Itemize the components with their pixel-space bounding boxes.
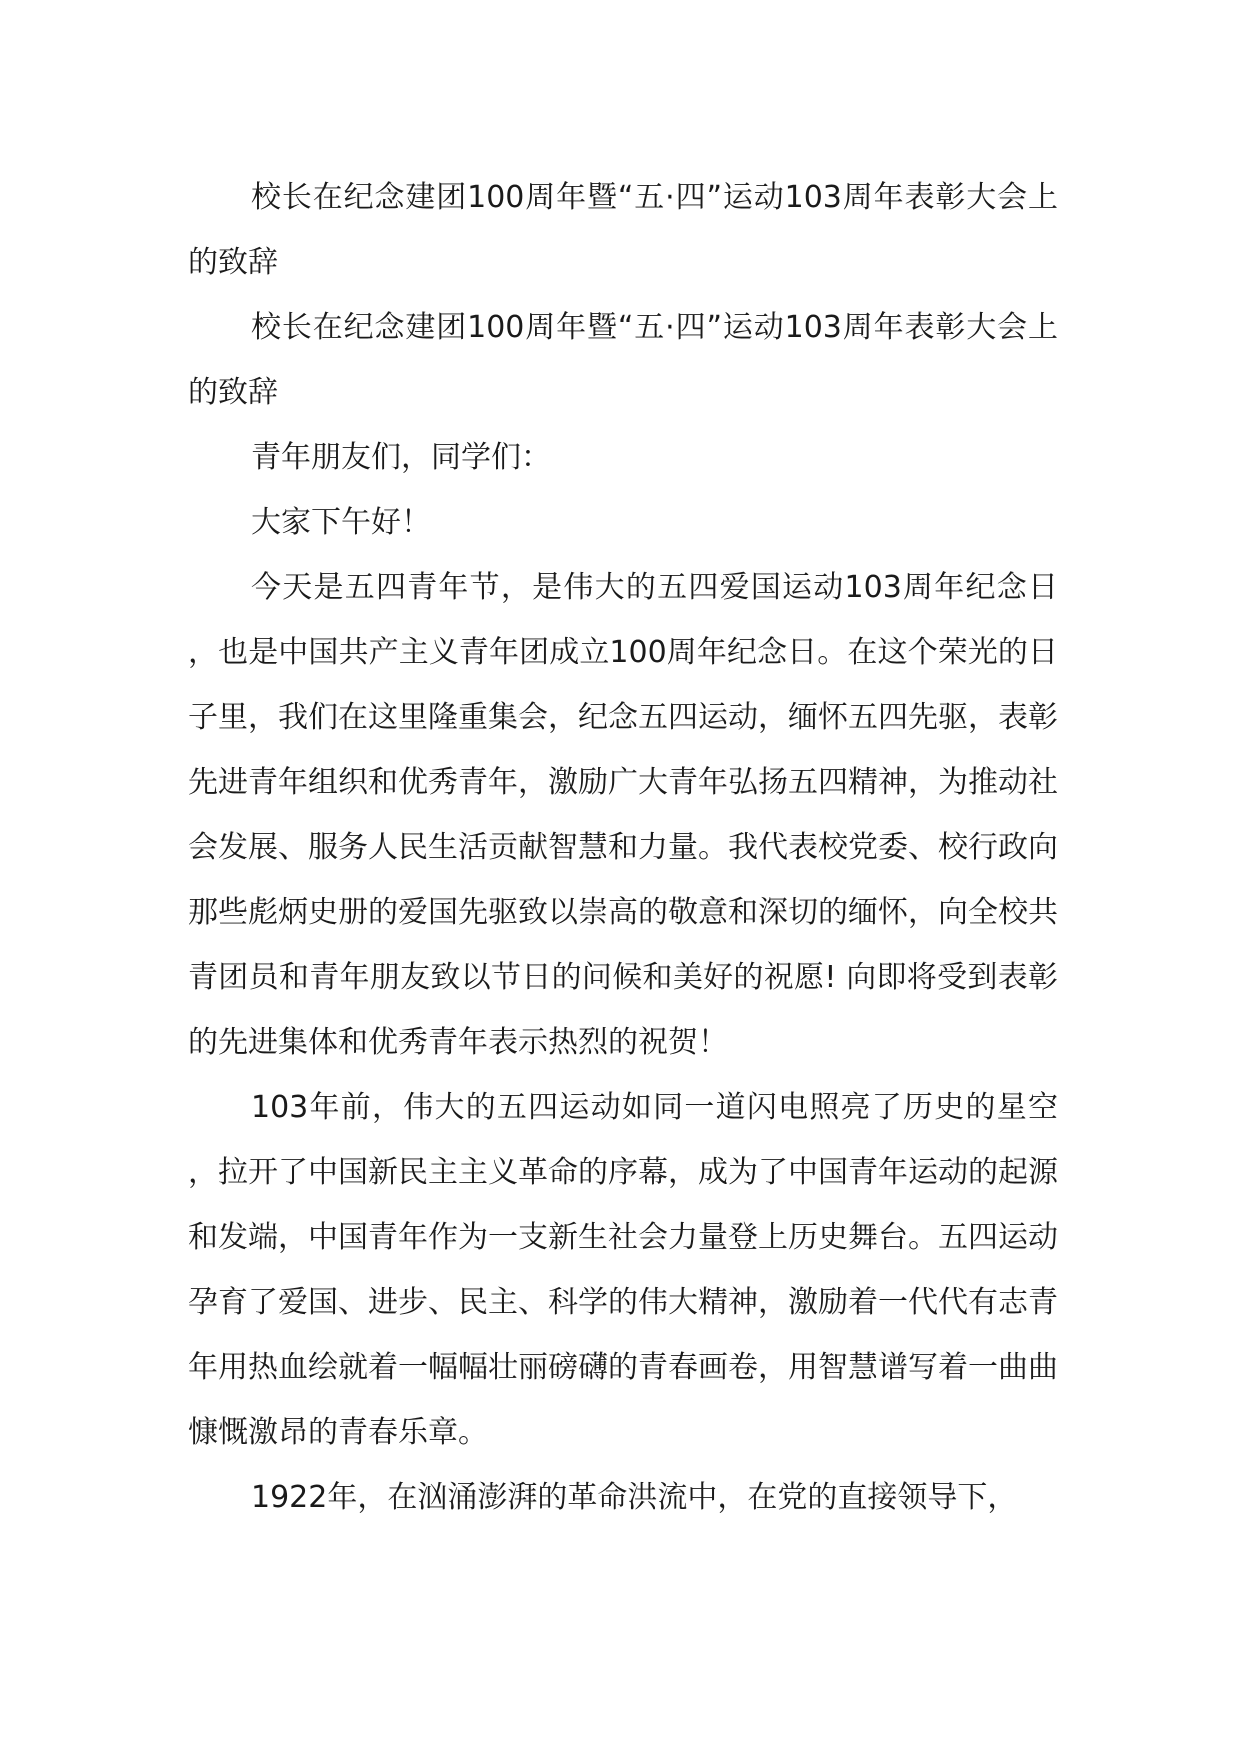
- document-body: [188, 165, 1058, 1530]
- body-paragraph: 今天是五四青年节，是伟大的五四爱国运动103周年纪念日，也是中国共产主义青年团成立100周年纪念日。在这个荣光的日子里，我们在这里隆重集会，纪念五四运动，缅怀五四先驱，表彰先进青年组织和优秀青年，激励广大青年弘扬五四精神，为推动社会发展、服务人民生活贡献智慧和力量。我代表校党委、校行政向那些彪炳史册的爱国先驱致以崇高的敬意和深切的缅怀，向全校共青团员和青年朋友致以节日的问候和美好的祝愿! 向即将受到表彰的先进集体和优秀青年表示热烈的祝贺！: [188, 570, 1058, 1060]
- greeting: 大家下午好！: [251, 505, 431, 540]
- body-paragraph: 1922年，在汹涌澎湃的革命洪流中，在党的直接领导下，: [251, 1480, 1018, 1515]
- title-paragraph-repeat: 校长在纪念建团100周年暨“五·四”运动103周年表彰大会上的致辞: [188, 310, 1058, 410]
- body-paragraph: 103年前，伟大的五四运动如同一道闪电照亮了历史的星空，拉开了中国新民主主义革命的序幕，成为了中国青年运动的起源和发端，中国青年作为一支新生社会力量登上历史舞台。五四运动孕育了爱国、进步、民主、科学的伟大精神，激励着一代代有志青年用热血绘就着一幅幅壮丽磅礴的青春画卷，用智慧谱写着一曲曲慷慨激昂的青春乐章。: [188, 1090, 1058, 1450]
- salutation: 青年朋友们，同学们：: [251, 440, 551, 475]
- title-paragraph: 校长在纪念建团100周年暨“五·四”运动103周年表彰大会上的致辞: [188, 180, 1058, 280]
